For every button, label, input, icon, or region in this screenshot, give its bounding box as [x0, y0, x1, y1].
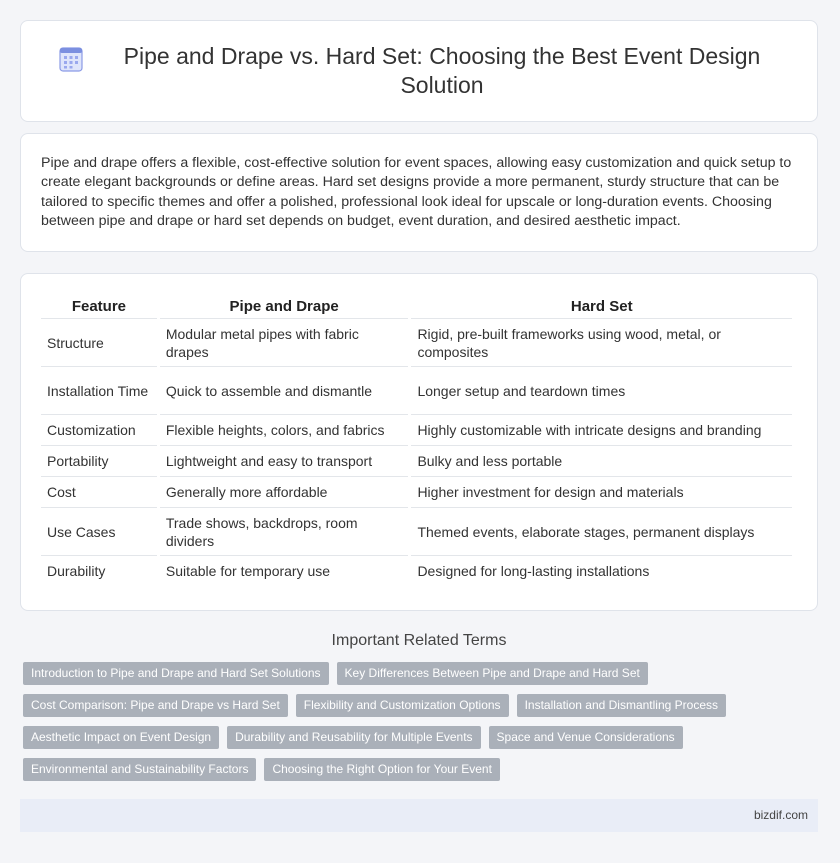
related-terms-section: [20, 632, 818, 790]
pipe-and-drape-cell: Lightweight and easy to transport: [160, 445, 409, 476]
hard-set-cell: Higher investment for design and materials: [411, 476, 792, 507]
table-row: [41, 507, 792, 555]
hard-set-cell: Longer setup and teardown times: [411, 366, 792, 414]
pipe-and-drape-cell: Quick to assemble and dismantle: [160, 366, 409, 414]
related-terms-title: Important Related Terms: [331, 632, 507, 649]
related-terms-tags: [20, 662, 743, 790]
table-row: [41, 476, 792, 507]
related-term-tag[interactable]: Cost Comparison: Pipe and Drape vs Hard Set: [23, 694, 288, 717]
pipe-and-drape-cell: Suitable for temporary use: [160, 555, 409, 586]
header-feature: Feature: [71, 297, 127, 315]
feature-cell: Durability: [41, 555, 157, 586]
related-term-tag[interactable]: Durability and Reusability for Multiple Events: [227, 726, 480, 749]
feature-cell: Cost: [41, 476, 157, 507]
hard-set-cell: Rigid, pre-built frameworks using wood, metal, or composites: [411, 318, 792, 366]
hard-set-cell: Highly customizable with intricate designs and branding: [411, 414, 792, 445]
table-row: [41, 414, 792, 445]
feature-cell: Use Cases: [41, 507, 157, 555]
header-hard-set: Hard Set: [570, 297, 633, 315]
header-pipe-and-drape: Pipe and Drape: [229, 297, 339, 315]
related-term-tag[interactable]: Choosing the Right Option for Your Event: [264, 758, 499, 781]
feature-cell: Customization: [41, 414, 157, 445]
related-term-tag[interactable]: Space and Venue Considerations: [489, 726, 683, 749]
related-term-tag[interactable]: Key Differences Between Pipe and Drape and Hard Set: [337, 662, 648, 685]
table-row: [41, 445, 792, 476]
page-title: Pipe and Drape vs. Hard Set: Choosing the Best Event Design Solution: [123, 43, 761, 98]
footer: [20, 799, 818, 832]
related-term-tag[interactable]: Introduction to Pipe and Drape and Hard Set Solutions: [23, 662, 329, 685]
pipe-and-drape-cell: Trade shows, backdrops, room dividers: [160, 507, 409, 555]
hard-set-cell: Designed for long-lasting installations: [411, 555, 792, 586]
header-card: [20, 20, 818, 122]
pipe-and-drape-cell: Flexible heights, colors, and fabrics: [160, 414, 409, 445]
related-term-tag[interactable]: Installation and Dismantling Process: [517, 694, 726, 717]
table-row: [41, 318, 792, 366]
table-row: [41, 555, 792, 586]
intro-paragraph: Pipe and drape offers a flexible, cost-effective solution for event spaces, allowing easy customization and quick setup to create elegant backgrounds or define areas. Hard set designs provide a more permanent, sturdy structure that can be tailored to specific themes and offer a polished, professional look ideal for upscale or long-duration events. Choosing between pipe and drape or hard set depends on budget, event duration, and desired aesthetic impact.: [41, 155, 792, 229]
hard-set-cell: Bulky and less portable: [411, 445, 792, 476]
related-term-tag[interactable]: Flexibility and Customization Options: [296, 694, 509, 717]
related-term-tag[interactable]: Environmental and Sustainability Factors: [23, 758, 256, 781]
table-row: [41, 366, 792, 414]
intro-card: [20, 133, 818, 252]
pipe-and-drape-cell: Generally more affordable: [160, 476, 409, 507]
feature-cell: Portability: [41, 445, 157, 476]
related-term-tag[interactable]: Aesthetic Impact on Event Design: [23, 726, 219, 749]
footer-site-link[interactable]: bizdif.com: [753, 808, 808, 822]
document-icon: [59, 46, 83, 72]
pipe-and-drape-cell: Modular metal pipes with fabric drapes: [160, 318, 409, 366]
comparison-card: [20, 273, 818, 611]
feature-cell: Installation Time: [41, 366, 157, 414]
feature-cell: Structure: [41, 318, 157, 366]
hard-set-cell: Themed events, elaborate stages, permanent displays: [411, 507, 792, 555]
comparison-table: [38, 294, 795, 586]
table-header-row: [41, 294, 792, 318]
